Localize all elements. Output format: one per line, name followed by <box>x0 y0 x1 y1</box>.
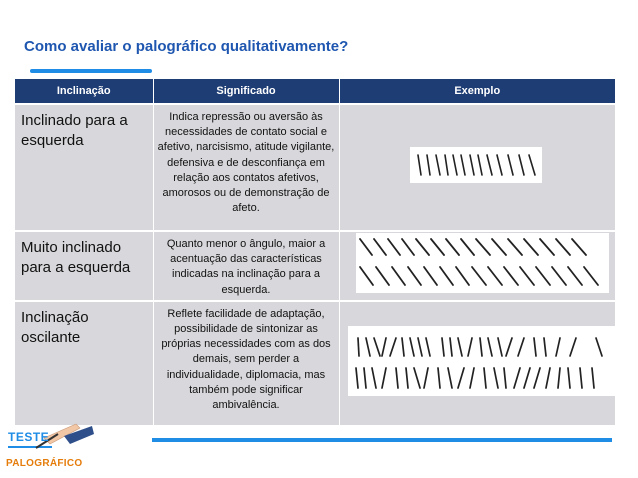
row-name: Muito inclinado para a esquerda <box>15 231 153 301</box>
header-significado: Significado <box>153 79 339 104</box>
logo-bottom-text: PALOGRÁFICO <box>6 458 83 469</box>
page-title: Como avaliar o palográfico qualitativamente? <box>24 38 349 55</box>
header-inclinacao: Inclinação <box>15 79 153 104</box>
logo-top-text: TESTE <box>8 430 50 444</box>
footer-bar <box>152 438 612 442</box>
example-cell <box>339 104 615 231</box>
header-exemplo: Exemplo <box>339 79 615 104</box>
table-header-row <box>15 79 615 104</box>
row-name: Inclinação oscilante <box>15 301 153 425</box>
table-row <box>15 104 615 231</box>
left-slant-strokes <box>410 147 542 183</box>
title-underline <box>30 69 152 73</box>
example-cell <box>339 301 615 425</box>
oscillating-slant-example-image <box>348 326 615 396</box>
example-cell <box>339 231 615 301</box>
row-meaning: Reflete facilidade de adaptação, possibilidade de sintonizar as próprias necessidades com as dos demais, sem perder a individualidade, diplomacia, mas também pode significar ambivalência. <box>153 301 339 425</box>
left-slant-example-image <box>410 147 542 183</box>
strong-left-slant-strokes <box>356 233 609 293</box>
row-meaning: Quanto menor o ângulo, maior a acentuação das características indicadas na inclinação para a esquerda. <box>153 231 339 301</box>
oscillating-slant-strokes <box>348 326 615 396</box>
teste-palografico-logo <box>6 416 96 474</box>
slant-table <box>15 79 615 425</box>
row-name: Inclinado para a esquerda <box>15 104 153 231</box>
row-meaning: Indica repressão ou aversão às necessidades de contato social e afetivo, narcisismo, atitude vigilante, defensiva e de desconfiança em relação aos contatos afetivos, amorosos ou de demonstração de afeto. <box>153 104 339 231</box>
table-row <box>15 301 615 425</box>
strong-left-slant-example-image <box>356 233 609 293</box>
table-row <box>15 231 615 301</box>
